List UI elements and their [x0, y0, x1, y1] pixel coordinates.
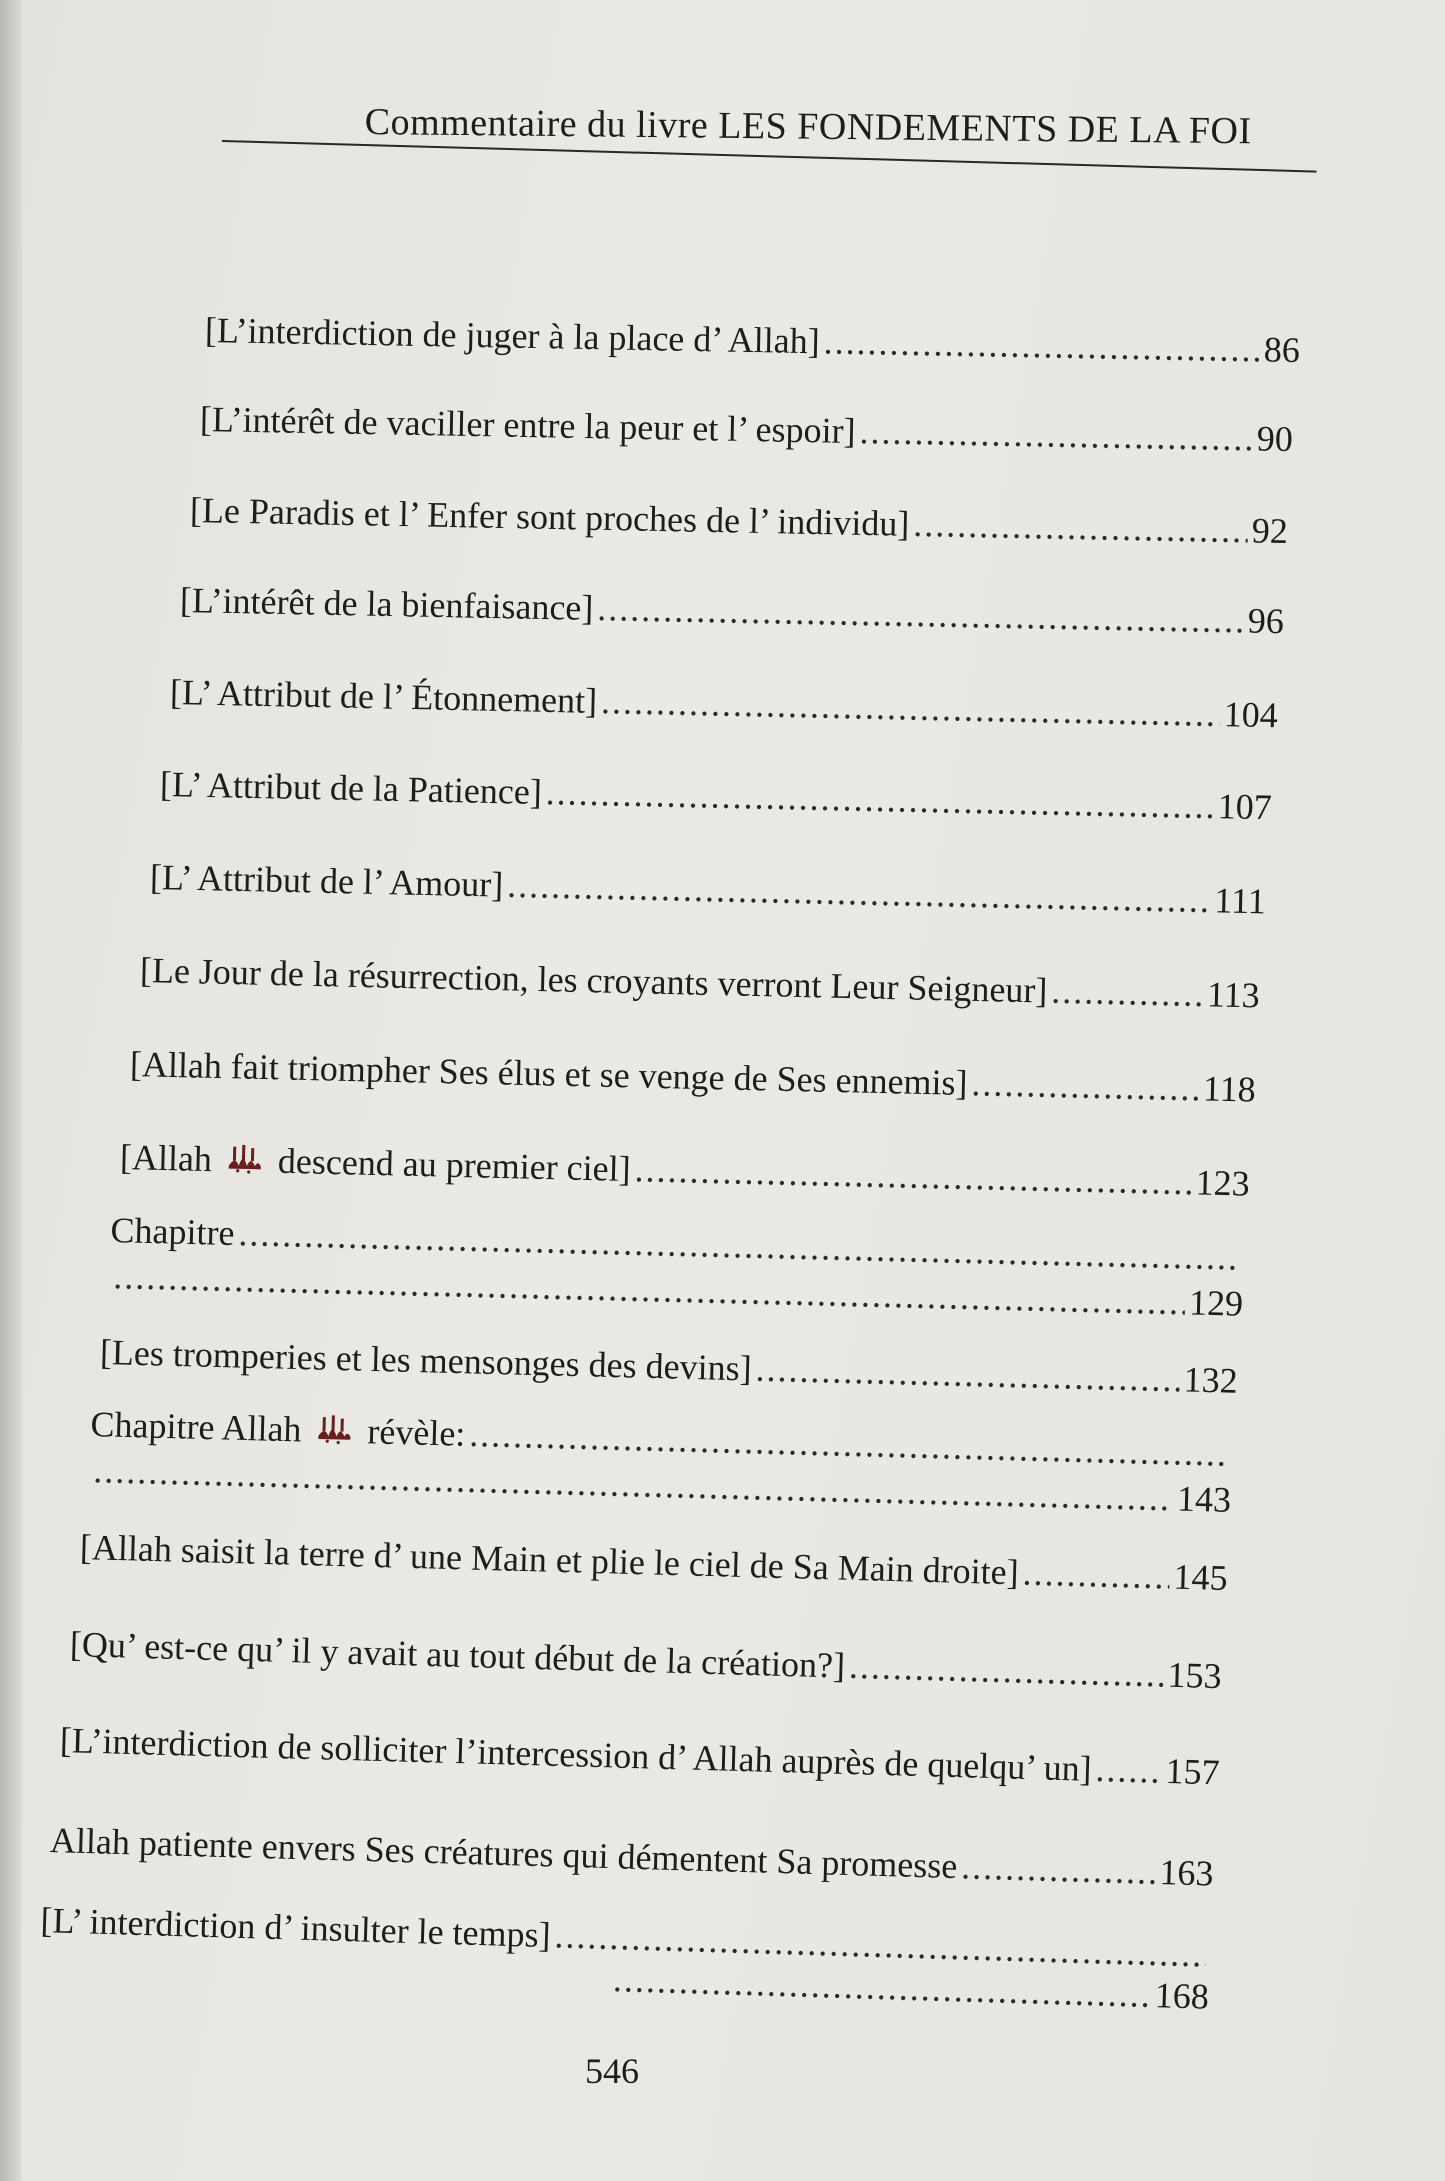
toc-page-number: 145 — [1173, 1556, 1229, 1599]
toc-entry-title: [L’ Attribut de l’ Étonnement] — [169, 672, 598, 721]
toc-entry-title-part: [Allah — [119, 1137, 213, 1180]
toc-page-number: 163 — [1158, 1851, 1215, 1894]
toc-entry — [59, 1718, 1220, 1794]
toc-entry — [99, 1330, 1238, 1403]
toc-entry-title: Chapitre — [110, 1210, 235, 1254]
toc-page-number: 129 — [1188, 1282, 1244, 1324]
arabic-honorific-seal-icon — [314, 1412, 355, 1447]
dot-leader — [634, 1147, 1192, 1204]
toc-entry-title — [119, 1135, 631, 1191]
toc-entry — [200, 397, 1294, 461]
toc-entry — [190, 488, 1289, 553]
toc-page-number: 96 — [1247, 600, 1285, 642]
toc-page-number: 157 — [1165, 1750, 1221, 1793]
dot-leader — [971, 1061, 1199, 1110]
page-folio-number: 546 — [585, 2051, 639, 2091]
toc-entry — [69, 1622, 1222, 1698]
dot-leader — [1051, 969, 1204, 1016]
dot-leader — [507, 863, 1211, 922]
dot-leader — [1095, 1747, 1162, 1793]
dot-leader — [823, 319, 1260, 371]
toc-entry-title: [Qu’ est-ce qu’ il y avait au tout début de la création?] — [69, 1624, 846, 1686]
toc-entry-title: [L’intérêt de vaciller entre la peur et l’ espoir] — [199, 399, 856, 452]
toc-page-number: 111 — [1213, 880, 1267, 922]
toc-entry-title: [Allah fait triompher Ses élus et se venge de Ses ennemis] — [129, 1044, 969, 1104]
dot-leader — [597, 586, 1244, 642]
dot-leader — [859, 409, 1253, 460]
toc-page-number: 132 — [1183, 1359, 1239, 1401]
toc-entry — [89, 1402, 1233, 1522]
toc-entry-title: Allah patiente envers Ses créatures qui démentent Sa promesse — [49, 1820, 958, 1887]
toc-entry-title-part: Chapitre Allah — [90, 1404, 303, 1450]
dot-leader — [961, 1844, 1156, 1894]
toc-entry — [119, 1135, 1250, 1206]
arabic-honorific-seal-icon — [225, 1141, 266, 1176]
toc-entry-title: [Allah saisit la terre d’ une Main et plie le ciel de Sa Main droite] — [79, 1527, 1020, 1593]
dot-leader — [913, 502, 1248, 552]
toc-page-number: 153 — [1167, 1654, 1223, 1697]
toc-page-number: 92 — [1251, 510, 1289, 552]
toc-entry — [180, 578, 1285, 643]
toc-entry — [205, 308, 1301, 372]
toc-entry-title-part: descend au premier ciel] — [277, 1140, 632, 1190]
toc-entry — [150, 855, 1267, 923]
toc-entry-title: [L’interdiction de solliciter l’intercession d’ Allah auprès de quelqu’ un] — [59, 1720, 1093, 1789]
toc-entry — [79, 1525, 1228, 1600]
toc-entry-title: [Les tromperies et les mensonges des devins] — [99, 1332, 753, 1389]
dot-leader — [601, 679, 1221, 736]
toc-page-number: 123 — [1195, 1162, 1251, 1204]
toc-entry-title — [90, 1402, 466, 1456]
toc-entry-title: [L’interdiction de juger à la place d’ Allah] — [204, 310, 821, 362]
dot-leader — [1022, 1551, 1170, 1599]
toc-page-number: 118 — [1202, 1068, 1257, 1110]
toc-entry-title: [L’intérêt de la bienfaisance] — [179, 580, 594, 628]
toc-page-number: 113 — [1206, 974, 1261, 1016]
toc-page-number: 90 — [1256, 418, 1294, 460]
toc-entry — [130, 1042, 1257, 1112]
toc-entry — [170, 670, 1279, 737]
toc-entry — [160, 762, 1273, 829]
toc-entry — [140, 948, 1261, 1017]
dot-leader — [755, 1347, 1180, 1402]
running-head-title: Commentaire du livre LES FONDEMENTS DE LA FOI — [364, 100, 1252, 153]
toc-entry — [109, 1208, 1245, 1326]
toc-entry-title: [L’ interdiction d’ insulter le temps] — [40, 1900, 552, 1956]
toc-entry-title: [Le Jour de la résurrection, les croyants verront Leur Seigneur] — [139, 950, 1048, 1011]
dot-leader — [848, 1644, 1164, 1697]
toc-page-number: 86 — [1263, 329, 1301, 371]
toc-entry-title: [Le Paradis et l’ Enfer sont proches de l’ individu] — [189, 490, 910, 544]
toc-entry-title: [L’ Attribut de l’ Amour] — [149, 857, 504, 905]
toc-entry — [39, 1898, 1211, 2019]
toc-entry-title: [L’ Attribut de la Patience] — [159, 764, 543, 812]
toc-page-number: 143 — [1176, 1478, 1232, 1520]
toc-entry-title-part: révèle: — [366, 1411, 466, 1454]
toc-page-number: 107 — [1217, 786, 1273, 828]
toc-page-number: 104 — [1223, 694, 1279, 736]
toc-page-number: 168 — [1154, 1975, 1210, 2017]
toc-entry — [49, 1818, 1214, 1895]
dot-leader — [545, 770, 1214, 828]
